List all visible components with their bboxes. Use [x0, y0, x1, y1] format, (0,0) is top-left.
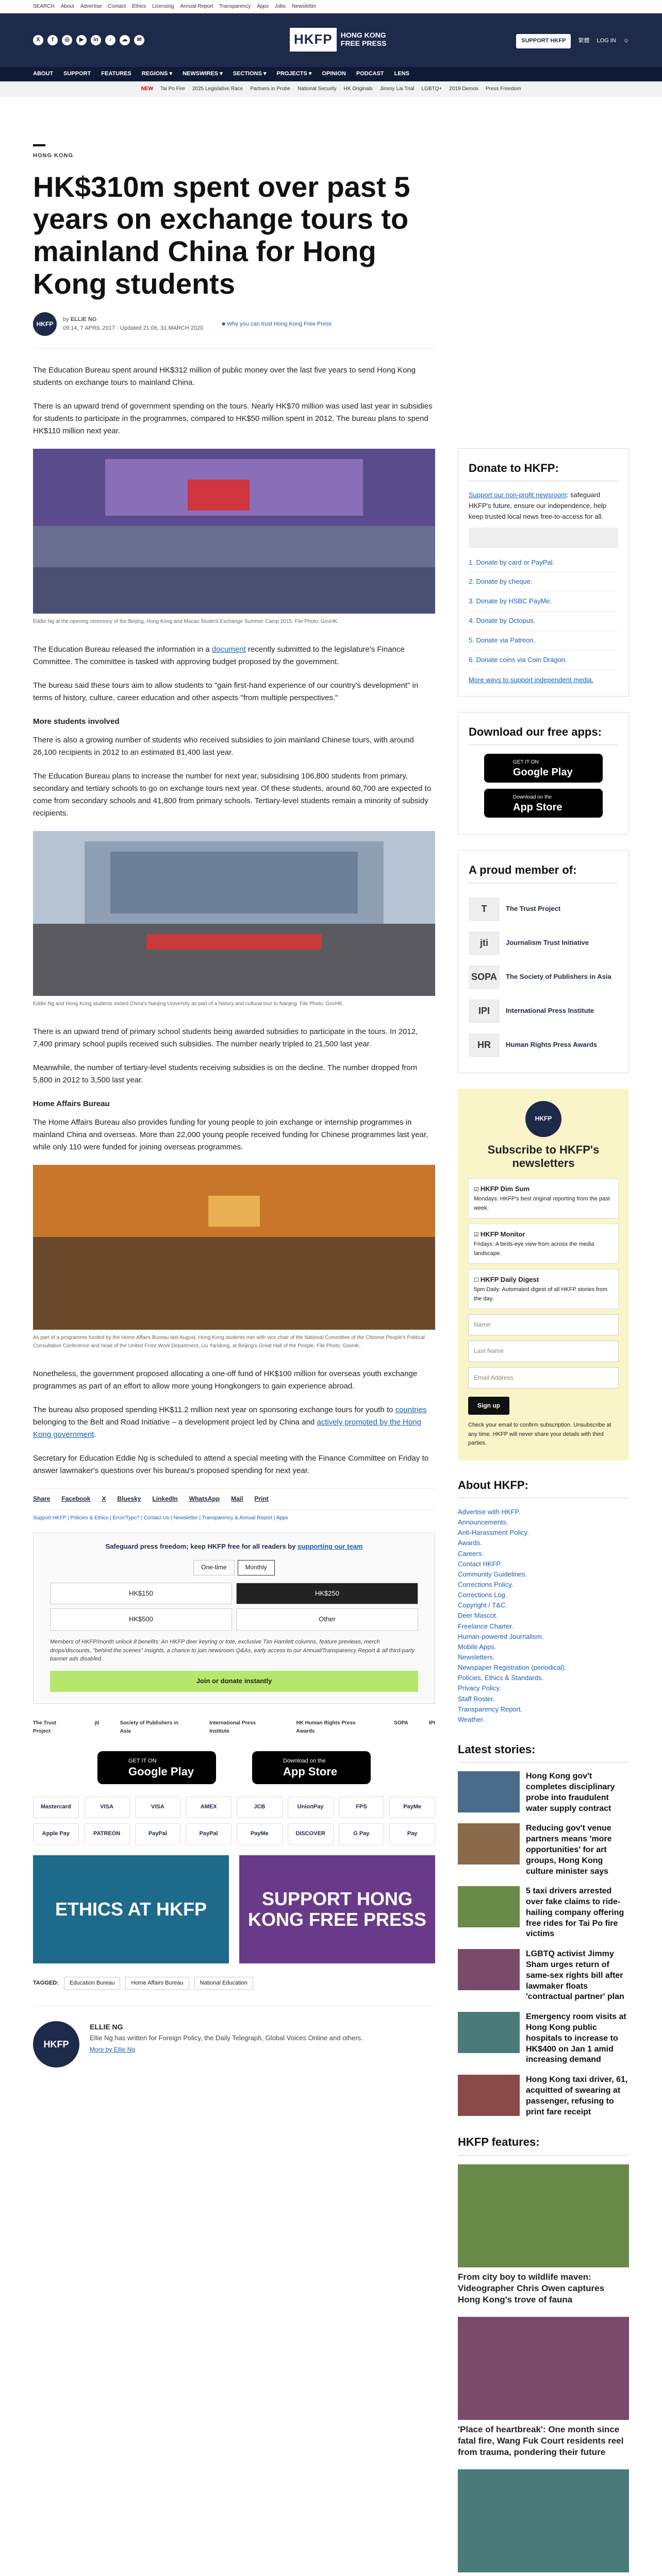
- member-name: The Society of Publishers in Asia: [506, 973, 611, 981]
- share-bar: [33, 1488, 435, 1510]
- member-logo[interactable]: Society of Publishers in Asia: [120, 1720, 178, 1734]
- checkbox-icon[interactable]: ☑: [474, 1187, 481, 1193]
- author-box: [33, 2005, 435, 2067]
- tag-link[interactable]: Education Bureau: [64, 1977, 120, 1990]
- latest-story[interactable]: [458, 1771, 629, 1814]
- share-link[interactable]: Bluesky: [117, 1495, 141, 1503]
- social-icon[interactable]: X: [33, 35, 43, 45]
- article-photo-1: [33, 449, 435, 614]
- payment-logos-strip: [469, 528, 618, 548]
- photo-caption: Eddie Ng at the opening ceremony of the Beijing, Hong Kong and Macao Student Exchange Summer Camp 2015. File Photo: GovHK.: [33, 619, 339, 625]
- payment-logo: PayPal: [135, 1823, 181, 1845]
- logo-mark: HKFP: [290, 28, 337, 52]
- social-icon[interactable]: ◎: [62, 35, 72, 45]
- about-link[interactable]: Weather.: [458, 1715, 485, 1723]
- payment-logo: Apple Pay: [33, 1823, 79, 1845]
- payment-logo: FPS: [339, 1797, 385, 1818]
- donation-methods: [469, 553, 618, 670]
- tag-link[interactable]: National Education: [194, 1977, 253, 1990]
- article-kicker[interactable]: HONG KONG: [33, 152, 74, 159]
- badge-small-text: Download on the: [283, 1757, 326, 1764]
- feature-thumbnail[interactable]: [458, 2164, 629, 2267]
- user-icon[interactable]: ☺: [623, 38, 629, 44]
- trust-link-text[interactable]: Why you can trust Hong Kong Free Press: [227, 320, 332, 327]
- utility-link[interactable]: Licensing: [152, 3, 174, 9]
- member-mark-icon: IPI: [469, 999, 500, 1023]
- monthly-option[interactable]: Monthly: [238, 1560, 275, 1575]
- more-ways-link[interactable]: More ways to support independent media.: [469, 676, 594, 684]
- about-widget: [458, 1476, 629, 1725]
- member-logo[interactable]: SOPA: [394, 1720, 408, 1726]
- apps-title: Download our free apps:: [469, 723, 618, 745]
- story-title[interactable]: Emergency room visits at Hong Kong public hospitals to increase to HK$400 on Jan 1 amid increasing demand: [526, 2012, 626, 2064]
- payment-logo: VISA: [135, 1797, 181, 1818]
- by-label: by: [63, 316, 69, 323]
- member-mark-icon: HR: [469, 1033, 500, 1057]
- photo-caption: Eddie Ng and Hong Kong students visited China's Nanjing University as part of a history and cultural tour to Nanjing. File Photo: GovHK.: [33, 1001, 344, 1007]
- newsletter-desc: 5pm Daily: Automated digest of all HKFP stories from the day.: [474, 1286, 608, 1302]
- social-icon[interactable]: ▶: [76, 35, 87, 45]
- author-box-bio: Ellie Ng has written for Foreign Policy, the Daily Telegraph, Global Voices Online and others.: [90, 2033, 363, 2042]
- features-widget: [458, 2133, 629, 2576]
- social-icon[interactable]: in: [91, 35, 101, 45]
- story-title[interactable]: Hong Kong taxi driver, 61, acquitted of swearing at passenger, refusing to print fare receipt: [526, 2075, 628, 2116]
- about-list: [458, 1507, 629, 1725]
- section-heading: More students involved: [33, 717, 120, 726]
- tag-link[interactable]: Home Affairs Bureau: [125, 1977, 189, 1990]
- feature-thumbnail[interactable]: [458, 2317, 629, 2420]
- payment-logo: AMEX: [186, 1797, 231, 1818]
- amount-option[interactable]: HK$500: [50, 1608, 232, 1631]
- logo-line-2: FREE PRESS: [340, 39, 387, 47]
- article-column: [33, 144, 435, 2067]
- story-title[interactable]: LGBTQ activist Jimmy Sham urges return of same-sex rights bill after lawmaker floats 'contractual partner' plan: [526, 1950, 624, 2002]
- nav-item[interactable]: FEATURES: [101, 71, 131, 77]
- feature-title[interactable]: 'Place of heartbreak': One month since fatal fire, Wang Fuk Court residents reel from trauma, pondering their future: [458, 2424, 624, 2458]
- byline: [33, 312, 435, 349]
- trending-link[interactable]: Press Freedom: [485, 86, 521, 92]
- document-link[interactable]: document: [211, 645, 246, 654]
- share-link[interactable]: LinkedIn: [152, 1495, 178, 1503]
- features-list: [458, 2164, 629, 2576]
- utility-link[interactable]: Jobs: [275, 3, 286, 9]
- article-title: HK$310m spent over past 5 years on exchange tours to mainland China for Hong Kong students: [33, 170, 410, 300]
- utility-link[interactable]: About: [60, 3, 74, 9]
- header-actions: [516, 34, 629, 48]
- paragraph-text: recently submitted to the legislature's Finance Committee. The committee is tasked with approving budget proposed by the government.: [33, 645, 405, 667]
- author-link[interactable]: ELLIE NG: [70, 316, 97, 323]
- donation-method[interactable]: 6. Donate coins via Coin Dragon.: [469, 651, 618, 670]
- paragraph: Nonetheless, the government proposed allocating a one-off fund of HK$100 million for overseas youth exchange programmes as part of an effort to allow more young Hongkongers to gain experience abroad.: [33, 1369, 418, 1391]
- payment-logo: DISCOVER: [288, 1823, 334, 1845]
- amount-option-selected[interactable]: HK$250: [236, 1583, 418, 1605]
- paragraph: The bureau said these tours aim to allow students to "gain first-hand experience of our country's development" in terms of history, culture, career education and other aspects "from multiple perspectives.": [33, 681, 419, 703]
- apps-widget: [458, 712, 629, 835]
- nav-item[interactable]: SUPPORT: [63, 71, 91, 77]
- about-link[interactable]: Policies, Ethics & Standards.: [458, 1674, 544, 1682]
- paragraph: The Education Bureau plans to increase the number for next year, subsidising 106,800 students from primary, secondary and tertiary schools to go on exchange tours next year. Of these students, around 60,700 are expected to come from secondary schools and 41,800 from primary schools. Tertiary-level students remain a minority of subsidy recipients.: [33, 772, 432, 818]
- newsletter-name: HKFP Dim Sum: [480, 1185, 530, 1193]
- section-heading: Home Affairs Bureau: [33, 1099, 110, 1109]
- nav-item[interactable]: REGIONS ▾: [141, 71, 173, 77]
- about-link[interactable]: Copyright / T&C.: [458, 1601, 507, 1609]
- social-icon[interactable]: ☁: [120, 35, 130, 45]
- sidebar-app-store[interactable]: [484, 789, 603, 818]
- about-link[interactable]: Privacy Policy.: [458, 1684, 501, 1692]
- publish-dates: 09:14, 7 APRIL 2017 · Updated 21:06, 31 MARCH 2020: [63, 325, 204, 332]
- newsletter-name: HKFP Monitor: [480, 1230, 525, 1239]
- newsletter-logo: HKFP: [525, 1101, 561, 1137]
- newsletter-name: HKFP Daily Digest: [480, 1276, 539, 1284]
- latest-story[interactable]: [458, 2012, 629, 2065]
- google-play-badge[interactable]: [97, 1751, 216, 1784]
- logo-wordmark: [341, 31, 387, 47]
- support-banner[interactable]: SUPPORT HONG KONG FREE PRESS: [239, 1855, 435, 1963]
- about-link[interactable]: Freelance Charter.: [458, 1622, 514, 1630]
- payment-logo: JCB: [237, 1797, 283, 1818]
- ethics-banner[interactable]: ETHICS AT HKFP: [33, 1855, 229, 1963]
- paragraph: There is an upward trend of government spending on the tours. Nearly HK$70 million was used last year in subsidies for students to participate in the programmes, compared to HK$50 million spent in 2012. The bureau plans to spend HK$110 million next year.: [33, 402, 433, 436]
- newsletter-desc: Fridays: A birds-eye view from across the media landscape.: [474, 1241, 594, 1257]
- about-link[interactable]: Announcements.: [458, 1518, 508, 1527]
- newsletter-fields: [468, 1314, 619, 1388]
- payment-logo: PayMe: [389, 1797, 435, 1818]
- story-thumbnail[interactable]: [458, 2075, 520, 2116]
- paragraph-text: belonging to the Belt and Road Initiative – a development project led by China and: [33, 1418, 317, 1427]
- share-label: Share: [33, 1495, 51, 1503]
- newsletter-option[interactable]: [468, 1269, 619, 1309]
- utility-link[interactable]: Transparency: [219, 3, 251, 9]
- new-badge: NEW: [141, 86, 154, 92]
- author-box-name[interactable]: ELLIE NG: [90, 2023, 123, 2031]
- trending-link[interactable]: 2019 Demos: [449, 86, 478, 92]
- latest-list: [458, 1771, 629, 2117]
- frequency-toggle: [50, 1560, 418, 1575]
- member-logo[interactable]: IPI: [428, 1720, 435, 1726]
- trending-link[interactable]: Partners in Probe: [250, 86, 291, 92]
- about-link[interactable]: Community Guidelines.: [458, 1570, 527, 1578]
- main-navigation: [0, 67, 662, 81]
- member-logo[interactable]: jti: [94, 1720, 100, 1726]
- paragraph: The Education Bureau spent around HK$312 million of public money over the last five years to send Hong Kong students on exchange tours to mainland China.: [33, 366, 416, 387]
- article-body: [33, 364, 435, 1477]
- newsletter-input[interactable]: Last Name: [468, 1341, 619, 1362]
- social-icons: [33, 35, 144, 45]
- trending-link[interactable]: Jimmy Lai Trial: [379, 86, 415, 92]
- amount-option[interactable]: HK$150: [50, 1583, 232, 1605]
- utility-link[interactable]: SEARCH: [33, 3, 55, 9]
- social-icon[interactable]: ♪: [105, 35, 115, 45]
- great-hall-photo: [33, 1165, 435, 1330]
- story-thumbnail[interactable]: [458, 2012, 520, 2053]
- about-link[interactable]: Advertise with HKFP.: [458, 1507, 521, 1516]
- join-button[interactable]: Join or donate instantly: [50, 1671, 418, 1692]
- logo-line-1: HONG KONG: [340, 31, 386, 40]
- photo-caption: As part of a programme funded by the Home Affairs Bureau last August, Hong Kong students met with vice chair of the National Committee of the Chinese People's Political Consultative Conference and head of the United Front Work Department, Liu Yandong, at Beijing's Great Hall of the People. File Photo: GovHK.: [33, 1335, 425, 1349]
- member-name: The Trust Project: [506, 905, 561, 913]
- feature-story[interactable]: [458, 2317, 629, 2458]
- donation-box: [33, 1533, 435, 1704]
- member-logo[interactable]: The Trust Project: [33, 1720, 57, 1734]
- social-icon[interactable]: f: [47, 35, 58, 45]
- story-thumbnail[interactable]: [458, 1771, 520, 1812]
- badge-small-text: GET IT ON: [513, 759, 539, 766]
- member-mark-icon: jti: [469, 931, 500, 955]
- story-title[interactable]: Reducing gov't venue partners means 'more opportunities' for art groups, Hong Kong culture minister says: [526, 1824, 612, 1876]
- camp-ceremony-photo: [33, 449, 435, 614]
- about-link[interactable]: Contact HKFP.: [458, 1560, 502, 1568]
- trending-link[interactable]: Tai Po Fire: [160, 86, 185, 92]
- newsletter-option[interactable]: [468, 1224, 619, 1264]
- member-title: A proud member of:: [469, 861, 618, 884]
- donation-method[interactable]: 2. Donate by cheque.: [469, 572, 618, 592]
- payment-logo: VISA: [84, 1797, 130, 1818]
- member-item[interactable]: [469, 926, 618, 960]
- latest-widget: [458, 1740, 629, 2118]
- about-link[interactable]: Newsletters.: [458, 1653, 495, 1661]
- paragraph: There is also a growing number of students who received subsidies to join mainland Chinese tours, with around 26,100 recipients in 2012 to an estimated 81,400 last year.: [33, 736, 414, 757]
- share-link[interactable]: X: [102, 1495, 106, 1503]
- about-link[interactable]: Deer Mascot.: [458, 1612, 498, 1620]
- badge-title: Google Play: [128, 1765, 194, 1778]
- share-link[interactable]: Print: [254, 1495, 269, 1503]
- badge-title: App Store: [283, 1765, 338, 1778]
- member-name: Journalism Trust Initiative: [506, 939, 589, 947]
- membership-benefits: Members of HKFP/month unlock 8 benefits: An HKFP deer keyring or tote, exclusive Tim Hamlett columns, feature previews, merch drops/discounts, "behind the scenes" insights, a chance to join newsroom Q&As, early access to our Annual/Transparency Report & all third-party banner ads disabled.: [50, 1639, 415, 1663]
- about-link[interactable]: Corrections Log.: [458, 1591, 507, 1599]
- utility-bar: [0, 0, 662, 13]
- site-logo[interactable]: [290, 28, 386, 52]
- story-title[interactable]: 5 taxi drivers arrested over fake claims to ride-hailing company offering free rides for Tai Po fire victims: [526, 1887, 624, 1939]
- about-link[interactable]: Human-powered Journalism.: [458, 1632, 544, 1640]
- article-photo-2: [33, 831, 435, 996]
- nav-item[interactable]: LENS: [394, 71, 409, 77]
- member-name: Human Rights Press Awards: [506, 1041, 597, 1049]
- sidebar-google-play[interactable]: [484, 754, 603, 783]
- member-item[interactable]: [469, 994, 618, 1028]
- about-link[interactable]: Mobile Apps.: [458, 1642, 496, 1651]
- payment-logo: G Pay: [339, 1823, 385, 1845]
- author-box-avatar[interactable]: HKFP: [33, 2021, 79, 2067]
- paragraph: The Home Affairs Bureau also provides funding for young people to join exchange or internship programmes in mainland China and overseas. More than 22,000 young people received funding for Chinese programmes last year, while only 110 were funded for joining overseas programmes.: [33, 1118, 428, 1152]
- author-avatar[interactable]: HKFP: [33, 312, 57, 336]
- utility-link[interactable]: Newsletter: [292, 3, 317, 9]
- tags-label: TAGGED:: [33, 1979, 59, 1986]
- footer-links[interactable]: Support HKFP | Policies & Ethics | Error/Typo? | Contact Us | Newsletter | Transparency & Annual Report | Apps: [33, 1515, 288, 1521]
- newsletter-input[interactable]: Email Address: [468, 1367, 619, 1388]
- share-link[interactable]: Facebook: [61, 1495, 91, 1503]
- newsletter-note: Check your email to confirm subscription. Unsubscribe at any time. HKFP will never share your details with third parties.: [468, 1422, 611, 1447]
- latest-story[interactable]: [458, 1886, 629, 1940]
- app-store-row: [33, 1751, 435, 1784]
- utility-link[interactable]: Annual Report: [180, 3, 213, 9]
- newsletter-widget: [458, 1089, 629, 1461]
- donation-method[interactable]: 4. Donate by Octopus.: [469, 612, 618, 631]
- features-title: HKFP features:: [458, 2133, 629, 2156]
- tags-row: [33, 1977, 435, 1990]
- newsletter-input[interactable]: Name: [468, 1314, 619, 1335]
- utility-link[interactable]: Contact: [108, 3, 126, 9]
- latest-story[interactable]: [458, 1823, 629, 1877]
- member-item[interactable]: [469, 960, 618, 994]
- checkbox-icon[interactable]: ☑: [474, 1232, 481, 1239]
- app-store-badge[interactable]: [252, 1751, 371, 1784]
- payment-logo: PayMe: [237, 1823, 283, 1845]
- membership-logos: [33, 1719, 435, 1736]
- donation-method[interactable]: 3. Donate by HSBC PayMe.: [469, 592, 618, 612]
- more-by-author-link[interactable]: More by Ellie Ng: [90, 2046, 136, 2054]
- nav-item[interactable]: PROJECTS ▾: [276, 71, 312, 77]
- member-logo[interactable]: HK Human Rights Press Awards: [296, 1720, 356, 1734]
- checkbox-icon[interactable]: ☐: [474, 1277, 481, 1284]
- newsletter-title: Subscribe to HKFP's newsletters: [487, 1143, 600, 1170]
- trending-link[interactable]: LGBTQ+: [421, 86, 442, 92]
- site-header: [0, 13, 662, 67]
- nanjing-university-photo: [33, 831, 435, 996]
- badge-title: Google Play: [513, 767, 573, 778]
- badge-small-text: GET IT ON: [128, 1757, 157, 1764]
- latest-story[interactable]: [458, 2075, 629, 2117]
- about-link[interactable]: Awards.: [458, 1539, 482, 1547]
- donate-title: Donate to HKFP:: [469, 459, 618, 482]
- member-item[interactable]: [469, 892, 618, 926]
- payment-logo: Mastercard: [33, 1797, 79, 1818]
- paragraph-text: The bureau also proposed spending HK$11.2 million next year on sponsoring exchange tours for youth to: [33, 1405, 395, 1415]
- paragraph: Secretary for Education Eddie Ng is scheduled to attend a special meeting with the Finance Committee on Friday to answer lawmaker's questions over his bureau's proposed spending for next year.: [33, 1454, 429, 1476]
- member-widget: [458, 850, 629, 1073]
- badge-small-text: Download on the: [513, 794, 552, 801]
- share-link[interactable]: Mail: [231, 1495, 243, 1503]
- donate-widget: [458, 448, 629, 697]
- trust-link[interactable]: ■ Why you can trust Hong Kong Free Press: [222, 320, 332, 327]
- nav-item[interactable]: SECTIONS ▾: [233, 71, 267, 77]
- feature-title[interactable]: From city boy to wildlife maven: Videographer Chris Owen captures Hong Kong's trove of fauna: [458, 2272, 605, 2304]
- amount-grid: [50, 1583, 418, 1631]
- promoted-link[interactable]: actively promoted by the Hong Kong government: [33, 1418, 421, 1439]
- payment-logo: UnionPay: [288, 1797, 334, 1818]
- promo-banners: [33, 1855, 435, 1963]
- about-link[interactable]: Staff Roster.: [458, 1694, 495, 1703]
- payment-logo: PATREON: [84, 1823, 130, 1845]
- nav-item[interactable]: PODCAST: [356, 71, 384, 77]
- paragraph: Meanwhile, the number of tertiary-level students receiving subsidies is on the decline. The number dropped from 5,800 in 2012 to 3,500 last year.: [33, 1063, 418, 1085]
- about-link[interactable]: Corrections Policy.: [458, 1580, 514, 1588]
- story-thumbnail[interactable]: [458, 1823, 520, 1865]
- nav-item[interactable]: NEWSWIRES ▾: [183, 71, 223, 77]
- article-photo-3: [33, 1165, 435, 1330]
- donation-heading: [50, 1541, 418, 1552]
- member-logo[interactable]: International Press Institute: [209, 1720, 256, 1734]
- paragraph: There is an upward trend of primary school students being awarded subsidies to participate in the tours. In 2012, 7,400 primary school pupils received such subsidies. The number nearly tripled to 21,500 last year.: [33, 1027, 418, 1049]
- about-link[interactable]: Newspaper Registration (periodical).: [458, 1664, 567, 1672]
- sidebar: [458, 448, 629, 2576]
- support-team-link[interactable]: supporting our team: [297, 1542, 363, 1550]
- about-link[interactable]: Careers.: [458, 1549, 484, 1557]
- utility-link[interactable]: Ethics: [131, 3, 146, 9]
- donate-intro-text: : safeguard HKFP's future, ensure our independence, help keep trusted local news free-to-access for all.: [469, 491, 606, 520]
- badge-title: App Store: [513, 802, 562, 814]
- share-link[interactable]: WhatsApp: [189, 1495, 220, 1503]
- about-link[interactable]: Anti-Harassment Policy.: [458, 1529, 529, 1537]
- utility-link[interactable]: Advertise: [80, 3, 102, 9]
- paragraph: [33, 1404, 435, 1441]
- nav-item[interactable]: ABOUT: [33, 71, 54, 77]
- newsletter-option[interactable]: [468, 1178, 619, 1218]
- signup-button[interactable]: Sign up: [468, 1397, 509, 1415]
- about-link[interactable]: Transparency Report.: [458, 1705, 523, 1713]
- language-toggle[interactable]: 繁體: [578, 38, 590, 44]
- trending-link[interactable]: 2025 Legislative Race: [192, 86, 243, 92]
- about-title: About HKFP:: [458, 1476, 629, 1499]
- paragraph: [33, 643, 435, 668]
- member-mark-icon: SOPA: [469, 965, 500, 989]
- latest-title: Latest stories:: [458, 1740, 629, 1763]
- trending-link[interactable]: HK Originals: [343, 86, 373, 92]
- payment-logo: Pay: [389, 1823, 435, 1845]
- latest-story[interactable]: [458, 1949, 629, 2003]
- amount-option-other[interactable]: Other: [236, 1608, 418, 1631]
- donate-intro: [469, 490, 618, 522]
- nav-item[interactable]: OPINION: [322, 71, 346, 77]
- donation-method[interactable]: 5. Donate via Patreon.: [469, 631, 618, 651]
- donation-heading-text: Safeguard press freedom; keep HKFP free for all readers by: [105, 1542, 298, 1550]
- paragraph-text: The Education Bureau released the information in a: [33, 645, 212, 654]
- story-thumbnail[interactable]: [458, 1949, 520, 1990]
- kicker-rule: [33, 144, 45, 146]
- member-name: International Press Institute: [506, 1007, 594, 1015]
- utility-link[interactable]: Apps: [257, 3, 269, 9]
- payment-methods: [33, 1797, 435, 1845]
- feature-thumbnail[interactable]: [458, 2469, 629, 2572]
- social-icon[interactable]: ✉: [134, 35, 144, 45]
- payment-logo: PayPal: [186, 1823, 231, 1845]
- trending-bar: [0, 81, 662, 97]
- story-thumbnail[interactable]: [458, 1886, 520, 1927]
- feature-story[interactable]: [458, 2164, 629, 2306]
- member-item[interactable]: [469, 1028, 618, 1062]
- member-mark-icon: T: [469, 897, 500, 921]
- login-link[interactable]: LOG IN: [597, 38, 616, 44]
- donation-method[interactable]: 1. Donate by card or PayPal.: [469, 553, 618, 573]
- feature-story[interactable]: [458, 2469, 629, 2576]
- support-button[interactable]: SUPPORT HKFP: [516, 34, 571, 48]
- countries-link[interactable]: countries: [395, 1405, 427, 1415]
- story-title[interactable]: Hong Kong gov't completes disciplinary probe into fraudulent water supply contract: [526, 1772, 615, 1813]
- newsletter-desc: Mondays: HKFP's best original reporting from the past week.: [474, 1196, 610, 1211]
- member-list: [469, 892, 618, 1062]
- paragraph-text: .: [94, 1430, 96, 1439]
- one-time-option[interactable]: One-time: [193, 1560, 234, 1575]
- trending-link[interactable]: National Security: [297, 86, 337, 92]
- newsletter-options: [468, 1178, 619, 1309]
- donate-intro-link[interactable]: Support our non-profit newsroom: [469, 491, 567, 499]
